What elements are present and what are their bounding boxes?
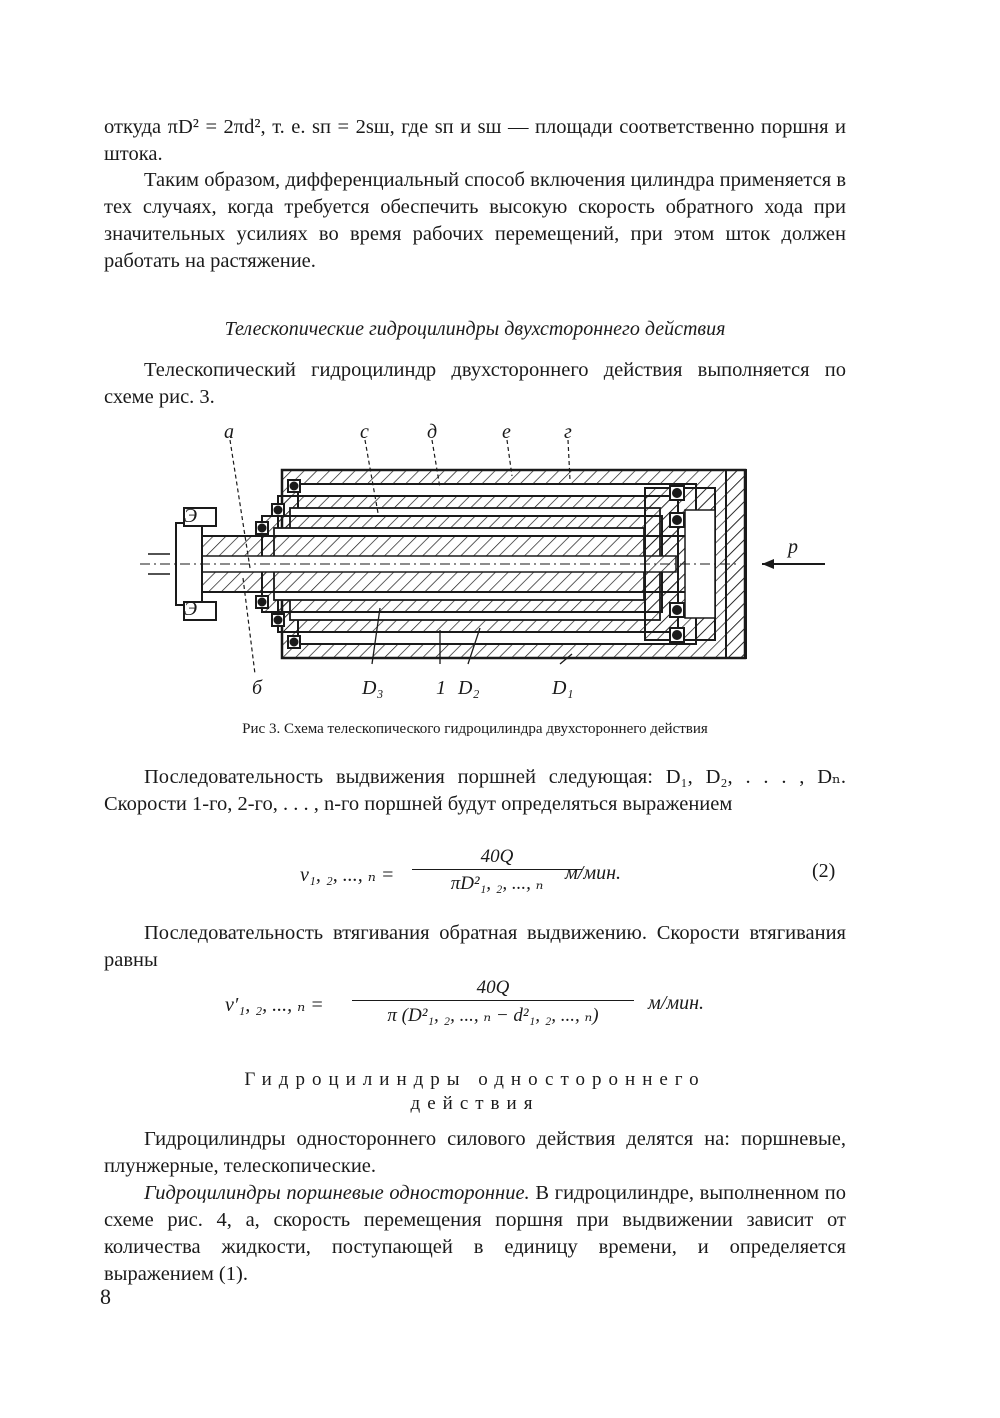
paragraph-5: Последовательность втягивания обратная выдвижению. Скорости втягивания равны [104,922,846,971]
label-d2: D₂ [458,677,480,699]
paragraph-7-lead: Гидроцилиндры поршневые односторонние. [144,1182,530,1204]
paragraph-3: Телескопический гидроцилиндр двухстороннего действия выполняется по схеме рис. 3. [104,359,846,408]
svg-text:Э: Э [184,505,198,527]
section-heading-line1: Гидроцилиндры одностороннего [244,1069,706,1090]
label-c: с [360,421,369,443]
formula-3-denominator: π (D²₁, ₂, ..., ₙ − d²₁, ₂, ..., ₙ) [387,1005,599,1026]
formula-3-lhs: v′₁, ₂, ..., ₙ = [225,994,324,1016]
section-heading-line2: действия [410,1093,540,1114]
equation-number: (2) [812,860,836,882]
label-d: д [427,421,438,443]
paragraph-4: Последовательность выдвижения поршней следующая: D₁, D₂, . . . , Dₙ. Скорости 1-го, 2-го, . . . , n-го поршней будут определяться выражением [104,766,846,815]
label-a: а [224,421,234,443]
formula-2-units: м/мин. [565,862,622,884]
label-1: 1 [436,677,446,699]
formula-2-numerator: 40Q [412,845,582,870]
formula-2-lhs: v₁, ₂, ..., ₙ = [300,864,395,886]
paragraph-1: откуда πD² = 2πd², т. е. sп = 2sш, где sп и sш — площади соответственно поршня и штока. [104,116,846,165]
figure-telescopic-cylinder [140,418,840,708]
paragraph-2: Таким образом, дифференциальный способ включения цилиндра применяется в тех случаях, когда требуется обеспечить высокую скорость обратного хода при значительных усилиях во время рабочих перемещений, при этом шток должен работать на растяжение. [104,169,846,272]
paragraph-7-body: В гидроцилиндре, выполненном по схеме рис. 4, а, скорость перемещения поршня при выдвижении зависит от количества жидкости, поступающей в единицу времени, и определяется выражением (1). [104,1182,846,1285]
formula-2-denominator: πD²₁, ₂, ..., ₙ [450,873,544,894]
formula-3-numerator: 40Q [352,976,634,1001]
svg-text:Э: Э [184,598,198,620]
label-e: е [502,421,511,443]
label-p: p [788,536,798,558]
label-b: б [252,677,263,699]
section-title: Телескопические гидроцилиндры двухстороннего действия [224,318,726,340]
label-d3: D₃ [362,677,384,699]
paragraph-7 [104,1180,846,1288]
label-d1: D₁ [552,677,574,699]
formula-3-units: м/мин. [648,992,705,1014]
paragraph-6: Гидроцилиндры одностороннего силового действия делятся на: поршневые, плунжерные, телескопические. [104,1128,846,1177]
page-number: 8 [100,1284,111,1309]
label-g: г [564,421,572,443]
figure-caption: Рис 3. Схема телескопического гидроцилиндра двухстороннего действия [242,721,708,737]
